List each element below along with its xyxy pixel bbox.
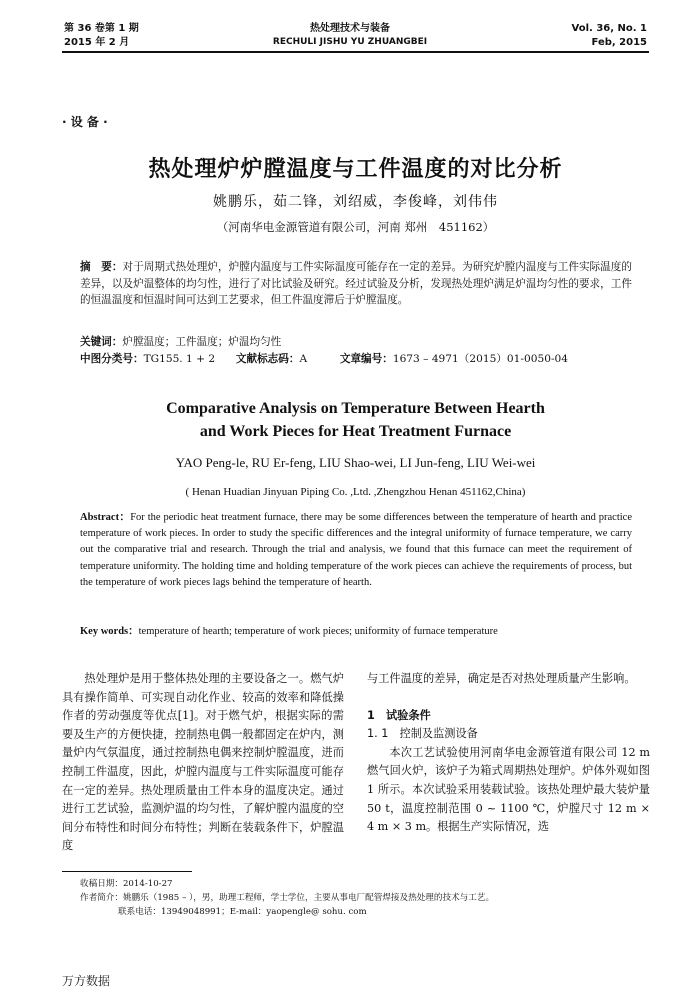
abstract-en-label: Abstract： bbox=[80, 512, 131, 523]
section-1-heading: 1 试验条件 bbox=[367, 708, 431, 722]
article-no-value: 1673 – 4971（2015）01-0050-04 bbox=[392, 353, 569, 365]
authors-en: YAO Peng-le, RU Er-feng, LIU Shao-wei, LI Jun-feng, LIU Wei-wei bbox=[175, 455, 536, 470]
volume-issue-cn: 第 36 卷第 1 期 bbox=[64, 23, 139, 34]
date-cn: 2015 年 2 月 bbox=[64, 37, 130, 48]
title-en-line1: Comparative Analysis on Temperature Between Hearth bbox=[166, 400, 545, 417]
abstract-cn bbox=[80, 259, 632, 309]
body-left-paragraph: 热处理炉是用于整体热处理的主要设备之一。燃气炉具有操作简单、可实现自动化作业、较高的效率和降低操作者的劳动强度等优点[1]。对于燃气炉，根据实际的需要及生产的方便快捷，控制热电偶一般都固定在炉内，测量炉内气氛温度，通过控制热电偶来控制炉膛温度，进而控制工件温度，因此，炉膛内温度与工件实际温度可能存在一定的差异。热处理质量由工件本身的温度决定。通过进行工艺试验，监测炉温的均匀性，了解炉膛内温度的空间分布特性和时间分布特性；判断在装载条件下，炉膛温度 bbox=[62, 672, 344, 853]
keywords-en bbox=[80, 624, 632, 640]
authors-cn: 姚鹏乐，茹二锋，刘绍威，李俊峰，刘伟伟 bbox=[213, 194, 498, 210]
clc-value: TG155. 1 + 2 bbox=[143, 353, 216, 365]
section-1-1-heading: 1. 1 控制及监测设备 bbox=[367, 727, 478, 741]
abstract-cn-label: 摘 要： bbox=[80, 261, 123, 273]
received-date: 收稿日期：2014-10-27 bbox=[80, 879, 173, 889]
body-right-column bbox=[367, 670, 650, 837]
footnote-contact: 联系电话：13949048991；E-mail：yaopengle@ sohu. com bbox=[118, 907, 367, 917]
title-cn: 热处理炉炉膛温度与工件温度的对比分析 bbox=[148, 157, 563, 182]
affiliation-en: ( Henan Huadian Jinyuan Piping Co. ,Ltd. ,Zhengzhou Henan 451162,China) bbox=[185, 486, 526, 498]
keywords-en-label: Key words： bbox=[80, 626, 139, 637]
journal-title-cn: 热处理技术与装备 bbox=[310, 23, 390, 34]
keywords-cn-text: 炉膛温度；工件温度；炉温均匀性 bbox=[122, 336, 282, 348]
abstract-cn-text: 对于周期式热处理炉，炉膛内温度与工件实际温度可能存在一定的差异。为研究炉膛内温度与工件实际温度的差异，以及炉温整体的均匀性，进行了对比试验及研究。经过试验及分析，发现热处理炉满足炉温均匀性的要求，工件的恒温温度和恒温时间可达到工艺要求，但工件温度滞后于炉膛温度。 bbox=[80, 261, 633, 306]
doccode-value: A bbox=[299, 353, 308, 365]
watermark-text: 万方数据 bbox=[62, 974, 111, 988]
header-rule bbox=[62, 51, 649, 53]
doccode-label: 文献标志码： bbox=[235, 353, 300, 365]
body-right-paragraph: 本次工艺试验使用河南华电金源管道有限公司 12 m 燃气回火炉，该炉子为箱式周期热处理炉。炉体外观如图 1 所示。本次试验采用装载试验。该热处理炉最大装炉量 50 t，温度控制范围 0 ~ 1100 ℃，炉膛尺寸 12 m × 4 m × 3 m。根据生产实际情况，选 bbox=[367, 745, 650, 834]
clc-label: 中图分类号： bbox=[80, 353, 144, 365]
footnote-received bbox=[80, 877, 650, 891]
journal-title-pinyin: RECHULI JISHU YU ZHUANGBEI bbox=[272, 37, 428, 47]
keywords-en-text: temperature of hearth; temperature of work pieces; uniformity of furnace temperature bbox=[138, 626, 498, 637]
classification-line bbox=[80, 351, 632, 368]
footnote-author-info: 作者简介：姚鹏乐（1985 – ），男，助理工程师，学士学位，主要从事电厂配管焊接及热处理的技术与工艺。 bbox=[80, 893, 495, 903]
abstract-en-text: For the periodic heat treatment furnace, there may be some differences between the temperature of hearth and practice temperature of work pieces. In order to study the specific differences and the integral uniformity of furnace temperature, we carry out the comparative trial and research. Through the trial and analysis, we found that this furnace can meet the requirement of temperature uniformity. The holding time and holding temperature of the work pieces can achieve the requirements of process, but the temperature of work pieces lags behind the temperature of hearth. bbox=[80, 512, 632, 588]
footnote-rule bbox=[62, 871, 192, 872]
keywords-cn bbox=[80, 334, 632, 351]
affiliation-cn: （河南华电金源管道有限公司，河南 郑州 451162） bbox=[216, 220, 495, 234]
article-no-label: 文章编号： bbox=[339, 353, 393, 365]
title-en-line2: and Work Pieces for Heat Treatment Furnace bbox=[199, 423, 512, 440]
date-en: Feb, 2015 bbox=[591, 37, 647, 48]
body-right-continuation: 与工件温度的差异，确定是否对热处理质量产生影响。 bbox=[367, 672, 636, 685]
volume-issue-en: Vol. 36, No. 1 bbox=[571, 23, 647, 34]
section-tag: · 设 备 · bbox=[62, 115, 108, 129]
keywords-cn-label: 关键词： bbox=[80, 336, 123, 348]
abstract-en bbox=[80, 510, 632, 591]
